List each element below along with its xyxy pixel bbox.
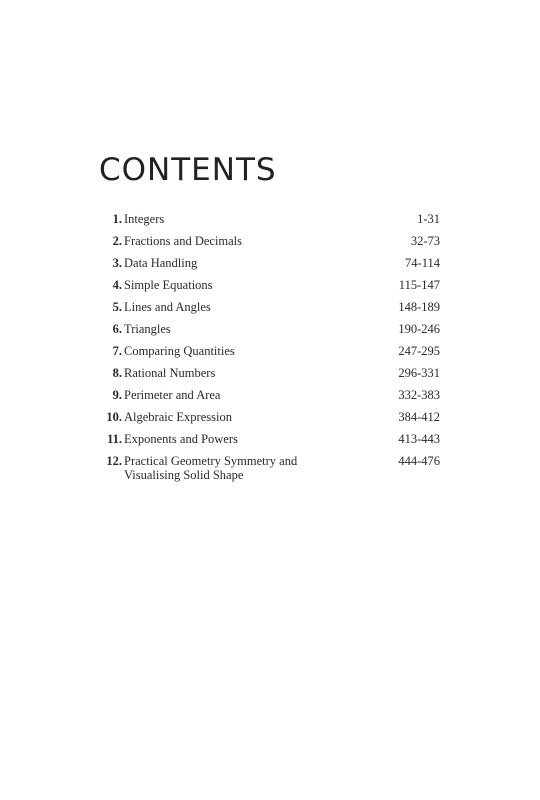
toc-entry-7[interactable] — [100, 344, 440, 358]
page-range: 148-189 — [398, 300, 440, 314]
toc-entry-11[interactable] — [100, 432, 440, 446]
chapter-number: 12. — [106, 454, 122, 468]
chapter-number: 11. — [107, 432, 122, 446]
toc-entry-12[interactable] — [100, 454, 440, 482]
chapter-number: 2. — [112, 234, 122, 248]
page-range: 413-443 — [398, 432, 440, 446]
chapter-number: 6. — [112, 322, 122, 336]
toc-entry-6[interactable] — [100, 322, 440, 336]
chapter-number: 1. — [112, 212, 122, 226]
page-range: 444-476 — [398, 454, 440, 468]
page-range: 384-412 — [398, 410, 440, 424]
chapter-number: 9. — [112, 388, 122, 402]
chapter-number: 5. — [112, 300, 122, 314]
chapter-title: Comparing Quantities — [124, 344, 235, 358]
toc-entry-8[interactable] — [100, 366, 440, 380]
page-range: 332-383 — [398, 388, 440, 402]
toc-entry-4[interactable] — [100, 278, 440, 292]
page-title: CONTENTS — [99, 152, 277, 188]
chapter-title: Practical Geometry Symmetry and Visualising Solid Shape — [124, 454, 298, 482]
table-of-contents — [100, 212, 440, 490]
chapter-number: 8. — [112, 366, 122, 380]
chapter-number: 7. — [112, 344, 122, 358]
chapter-title: Exponents and Powers — [124, 432, 238, 446]
toc-entry-10[interactable] — [100, 410, 440, 424]
chapter-number: 10. — [106, 410, 122, 424]
toc-entry-3[interactable] — [100, 256, 440, 270]
page-range: 32-73 — [410, 234, 440, 248]
chapter-title: Lines and Angles — [124, 300, 211, 314]
chapter-number: 4. — [112, 278, 122, 292]
toc-entry-5[interactable] — [100, 300, 440, 314]
page-range: 247-295 — [398, 344, 440, 358]
page-range: 190-246 — [398, 322, 440, 336]
chapter-title: Simple Equations — [124, 278, 213, 292]
chapter-title: Rational Numbers — [124, 366, 216, 380]
toc-entry-9[interactable] — [100, 388, 440, 402]
chapter-title: Integers — [124, 212, 165, 226]
page-range: 115-147 — [398, 278, 440, 292]
toc-entry-2[interactable] — [100, 234, 440, 248]
toc-entry-1[interactable] — [100, 212, 440, 226]
chapter-title: Data Handling — [124, 256, 198, 270]
chapter-title: Triangles — [124, 322, 171, 336]
chapter-title: Algebraic Expression — [124, 410, 232, 424]
page-range: 1-31 — [417, 212, 440, 226]
chapter-number: 3. — [112, 256, 122, 270]
chapter-title: Perimeter and Area — [124, 388, 221, 402]
chapter-title: Fractions and Decimals — [124, 234, 243, 248]
page-range: 74-114 — [405, 256, 440, 270]
page-range: 296-331 — [398, 366, 440, 380]
